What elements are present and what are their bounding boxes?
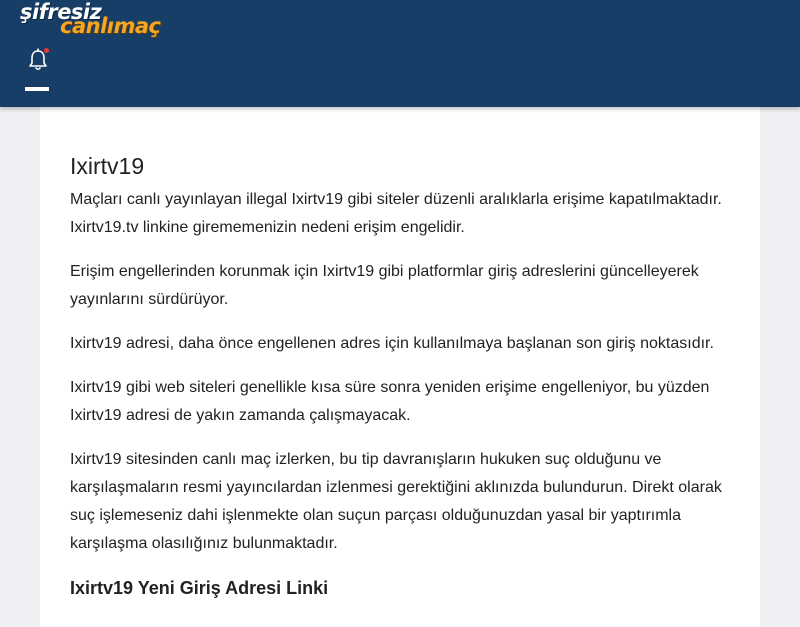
menu-bar-icon[interactable] — [25, 87, 49, 91]
bell-icon[interactable] — [27, 48, 49, 72]
article-paragraph: Ixirtv19 adresi, daha önce engellenen adres için kullanılmaya başlanan son giriş noktasıdır. — [70, 335, 714, 352]
notification-dot — [44, 48, 49, 53]
site-header — [0, 0, 800, 107]
logo-text-secondary: canlımaç — [60, 14, 161, 38]
article-paragraph: Erişim engellerinden korunmak için Ixirtv19 gibi platformlar giriş adreslerini güncelleyerek yayınlarını sürdürüyor. — [70, 263, 699, 308]
article-subheading: Ixirtv19 Yeni Giriş Adresi Linki — [70, 578, 329, 598]
article-paragraph: Ixirtv19 sitesinden canlı maç izlerken, bu tip davranışların hukuken suç olduğunu ve karşılaşmaların resmi yayıncılardan izlenmesi gerektiğini aklınızda bulundurun. Direkt olarak suç işlemeseniz dahi işlenmekte olan suçun parçası olduğunuzdan yasal bir yaptırımla karşılaşma olasılığınız bulunmaktadır. — [70, 451, 722, 552]
logo-text-primary: şifresiz — [20, 0, 102, 24]
article-title: Ixirtv19 — [70, 153, 145, 179]
article-paragraph: Maçları canlı yayınlayan illegal Ixirtv19 gibi siteler düzenli aralıklarla erişime kapatılmaktadır. Ixirtv19.tv linkine girememenizin nedeni erişim engelidir. — [70, 191, 722, 236]
article-paragraph: Ixirtv19 gibi web siteleri genellikle kısa süre sonra yeniden erişime engelleniyor, bu yüzden Ixirtv19 adresi de yakın zamanda çalışmayacak. — [70, 379, 710, 424]
article-content — [70, 150, 730, 602]
site-logo[interactable] — [20, 2, 170, 40]
